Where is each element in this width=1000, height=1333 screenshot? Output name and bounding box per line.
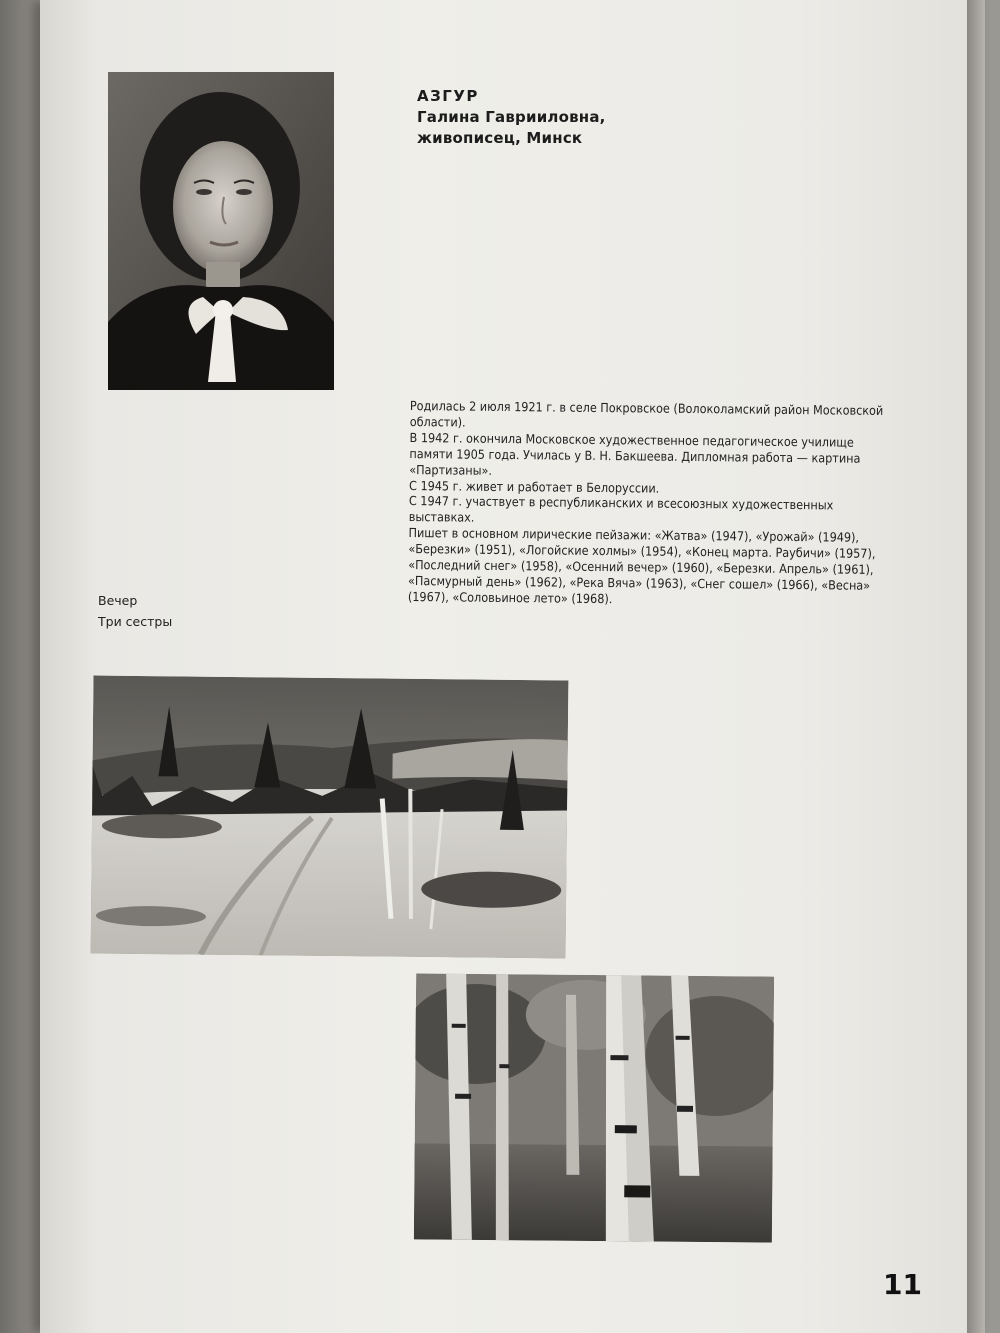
artist-surname: АЗГУР [417, 87, 479, 105]
bio-paragraph: Пишет в основном лирические пейзажи: «Жатва» (1947), «Урожай» (1949), «Березки» (1951), «Логойские холмы» (1954), «Конец марта. Раубичи» (1957), «Последний снег» (1958), «Осенний вечер» (1960), «Березки. Апрель» (1961), «Пасмурный день» (1962), «Река Вяча» (1963), «Снег сошел» (1966), «Весна» (1967), «Соловьиное лето» (1968). [407, 525, 876, 607]
painting-three-sisters [414, 973, 774, 1242]
page-edge [967, 0, 985, 1333]
page-number: 11 [883, 1268, 922, 1301]
caption-evening: Вечер [98, 593, 138, 608]
artist-biography [408, 398, 896, 610]
artist-portrait-photo [108, 72, 334, 390]
artist-profession: живописец, Минск [417, 129, 583, 147]
painting-captions [98, 590, 172, 632]
bio-paragraph: С 1945 г. живет и работает в Белоруссии. [409, 477, 660, 496]
bio-paragraph: В 1942 г. окончила Московское художественное педагогическое училище памяти 1905 года. Училась у В. Н. Бакшеева. Дипломная работа — картина «Партизаны». [409, 429, 861, 478]
artist-name: Галина Гаврииловна, [417, 108, 606, 126]
bio-paragraph: С 1947 г. участвует в республиканских и всесоюзных художественных выставках. [408, 493, 834, 526]
caption-three-sisters: Три сестры [98, 614, 173, 629]
painting-evening [91, 676, 569, 959]
artist-header [417, 86, 606, 149]
bio-paragraph: Родилась 2 июля 1921 г. в селе Покровское (Волоколамский район Московской области). [409, 398, 884, 430]
